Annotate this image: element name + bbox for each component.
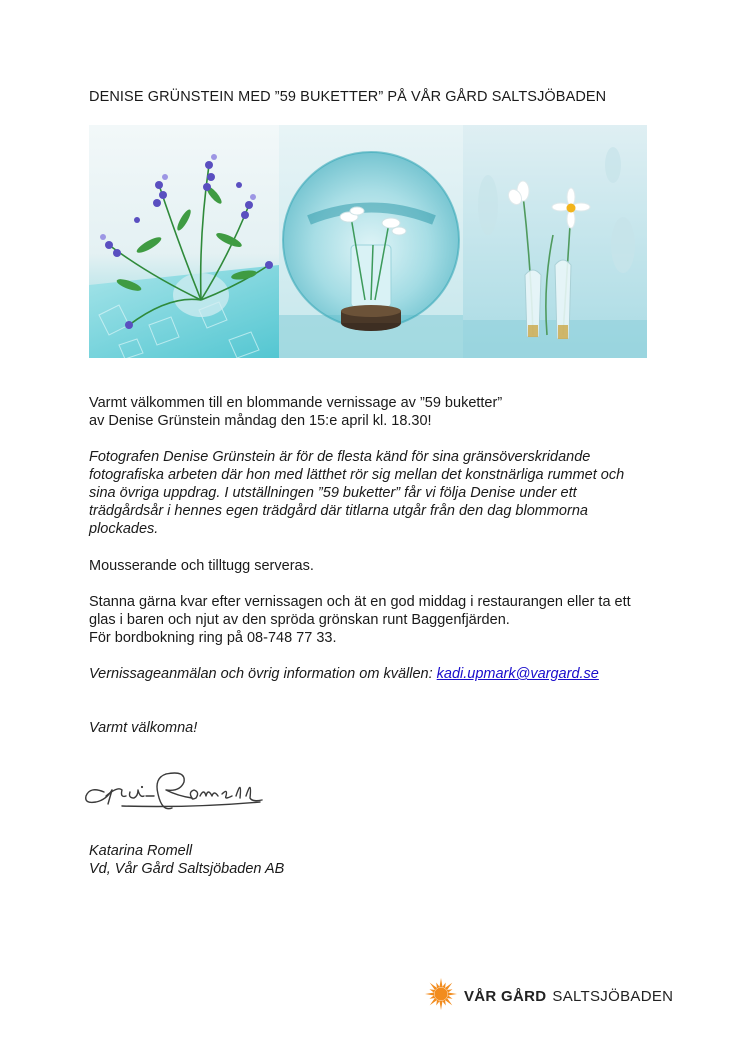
logo-brand-light: SALTSJÖBADEN [552, 987, 674, 1005]
sun-ray [445, 997, 453, 1005]
description-paragraph: Fotografen Denise Grünstein är för de flesta känd för sina gränsöverskridande fotografiska arbeten där hon med lätthet rör sig mellan det konstnärliga rummet och sina övriga uppdrag. I utställningen ”59 buketter” får vi följa Denise under ett trädgårdsår i hennes egen trädgård där titlarna utgår från den dag blommorna plockades. [89, 449, 625, 537]
dinner-text: Stanna gärna kvar efter vernissagen och ät en god middag i restaurangen eller ta ett glas i baren och njut av den spröda grönskan runt Baggenfjärden. [89, 594, 631, 628]
sun-ray [436, 982, 440, 988]
sun-ray [429, 989, 435, 993]
page-title: DENISE GRÜNSTEIN MED ”59 BUKETTER” PÅ VÅR GÅRD SALTSJÖBADEN [89, 89, 607, 105]
photo-strip [89, 125, 647, 358]
rsvp-label: Vernissageanmälan och övrig information om kvällen: [89, 666, 433, 682]
vargard-logo [424, 978, 673, 1014]
sun-ray [439, 978, 442, 987]
handwritten-signature [82, 768, 272, 820]
refreshments-paragraph: Mousserande och tilltugg serveras. [89, 558, 314, 574]
sun-ray [430, 997, 438, 1005]
sun-ray [429, 995, 435, 999]
sun-ray [447, 989, 453, 993]
signature-block [89, 842, 659, 878]
closing-text: Varmt välkomna! [89, 720, 198, 736]
intro-line-2: av Denise Grünstein måndag den 15:e april kl. 18.30! [89, 413, 432, 429]
intro-line-1: Varmt välkommen till en blommande vernissage av ”59 buketter” [89, 395, 503, 411]
sun-ray [442, 982, 446, 988]
sun-ray [430, 982, 438, 990]
orange-sun-icon [424, 977, 458, 1016]
logo-brand-bold: VÅR GÅRD [464, 987, 547, 1005]
lupine-bouquet-photo [89, 125, 279, 358]
sun-ray [448, 992, 457, 995]
signer-role: Vd, Vår Gård Saltsjöbaden AB [89, 861, 285, 877]
signer-name: Katarina Romell [89, 843, 193, 859]
narcissus-bud-vase-photo [463, 125, 647, 358]
sun-ray [447, 995, 453, 999]
glass-globe-vase-photo [279, 125, 463, 358]
sun-ray [425, 992, 434, 995]
booking-text: För bordbokning ring på 08-748 77 33. [89, 630, 337, 646]
rsvp-email-link[interactable]: kadi.upmark@vargard.se [436, 666, 599, 682]
sun-ray [442, 999, 446, 1005]
intro-paragraph [89, 394, 659, 430]
rsvp-paragraph [89, 665, 659, 683]
sun-ray [445, 982, 453, 990]
sun-ray [436, 999, 440, 1005]
sun-ray [439, 1000, 442, 1009]
dinner-paragraph [89, 593, 651, 647]
